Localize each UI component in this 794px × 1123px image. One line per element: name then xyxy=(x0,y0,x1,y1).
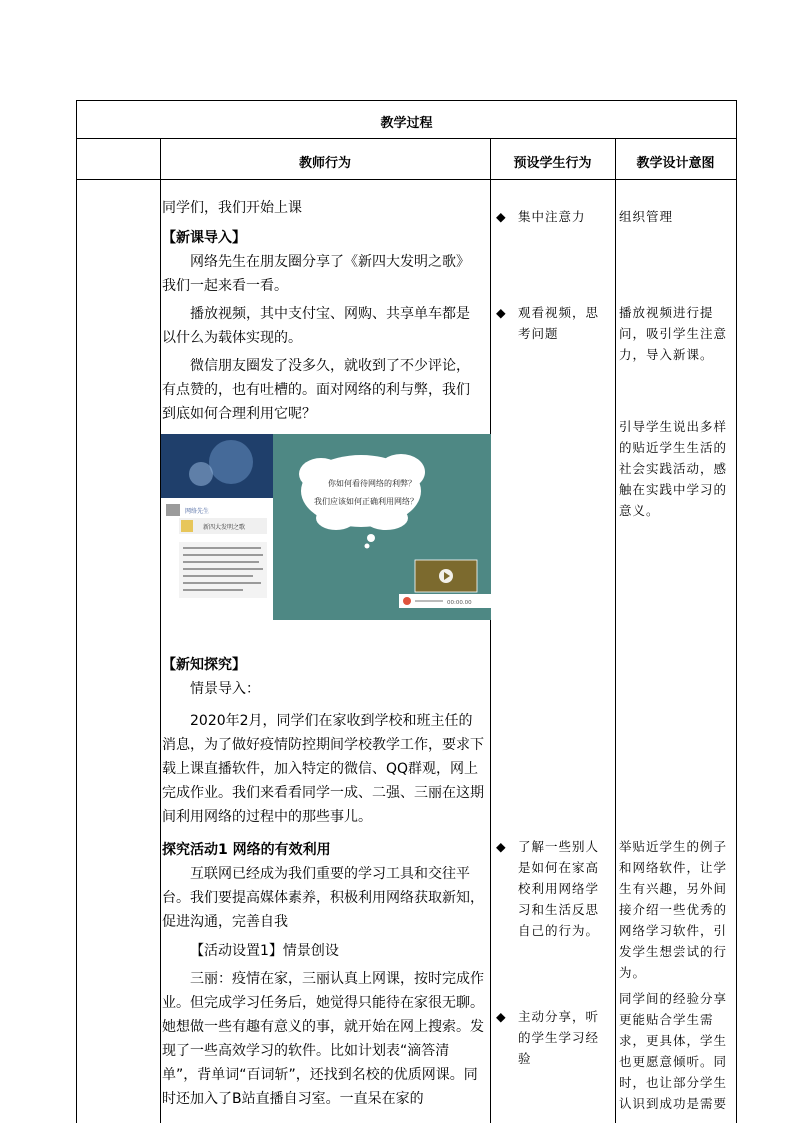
teacher-block-2 xyxy=(162,653,484,1111)
intent-2: 播放视频进行提问，吸引学生注意力，导入新课。 xyxy=(619,305,728,362)
activity-1-heading: 探究活动1 网络的有效利用 xyxy=(162,842,331,858)
table-border-right xyxy=(736,100,737,1123)
diamond-bullet-icon: ◆ xyxy=(496,1009,507,1024)
table-divider-1 xyxy=(76,138,737,139)
diamond-bullet-icon: ◆ xyxy=(496,209,507,224)
table-col-divider-3 xyxy=(615,138,616,1123)
paragraph-comments: 微信朋友圈发了没多久，就收到了不少评论，有点赞的，也有吐槽的。面对网络的利与弊，我们到底如何合理利用它呢？ xyxy=(162,358,470,422)
section-heading-explore: 【新知探究】 xyxy=(162,657,246,673)
table-title: 教学过程 xyxy=(380,116,433,131)
student-bullet-4: ◆ 主动分享，听的学生学习经验 xyxy=(496,1006,608,1069)
diamond-bullet-icon: ◆ xyxy=(496,839,507,854)
activity-1-paragraph: 互联网已经成为我们重要的学习工具和交往平台。我们要提高媒体素养，积极利用网络获取新知，促进沟通，完善自我 xyxy=(162,866,484,930)
intent-4: 举贴近学生的例子和网络软件，让学生有兴趣，另外间接介绍一些优秀的网络学习软件，引发学生想尝试的行为。 xyxy=(619,839,728,980)
table-col-divider-1 xyxy=(160,138,161,1123)
table-col-divider-2 xyxy=(490,138,491,1123)
bubble-question-2: 我们应该如何正确利用网络？ xyxy=(314,497,418,506)
lesson-slide-image xyxy=(161,434,491,620)
table-border-left xyxy=(76,100,77,1123)
opening-line: 同学们，我们开始上课 xyxy=(162,200,302,216)
bubble-question-1: 你如何看待网络的利弊？ xyxy=(328,479,416,488)
table-border-top xyxy=(76,100,737,101)
student-bullet-2: ◆ 观看视频，思考问题 xyxy=(496,302,608,344)
header-teacher: 教师行为 xyxy=(298,156,351,171)
intent-3: 引导学生说出多样的贴近学生生活的社会实践活动，感触在实践中学习的意义。 xyxy=(619,419,728,518)
diamond-bullet-icon: ◆ xyxy=(496,305,507,320)
profile-name: 网络先生 xyxy=(185,508,210,515)
student-bullet-3: ◆ 了解一些别人是如何在家高校利用网络学习和生活反思自己的行为。 xyxy=(496,836,608,941)
paragraph-video: 播放视频，其中支付宝、网购、共享单车都是以什么为载体实现的。 xyxy=(162,306,470,346)
scenario-intro: 情景导入： xyxy=(190,681,260,697)
header-intent: 教学设计意图 xyxy=(636,156,715,171)
paragraph-song: 网络先生在朋友圈分享了《新四大发明之歌》我们一起来看一看。 xyxy=(162,254,470,294)
teaching-process-table xyxy=(76,100,737,1123)
section-heading-intro: 【新课导入】 xyxy=(162,230,246,246)
student-bullet-1: ◆ 集中注意力 xyxy=(496,206,608,227)
scenario-paragraph: 2020年2月，同学们在家收到学校和班主任的消息，为了做好疫情防控期间学校教学工作，要求下载上课直播软件，加入特定的微信、QQ群观，网上完成作业。我们来看看同学一成、二强、三丽在这期间利用网络的过程中的那些事儿。 xyxy=(162,713,484,825)
table-divider-2 xyxy=(76,179,737,180)
header-student: 预设学生行为 xyxy=(513,156,592,171)
intent-5: 同学间的经验分享更能贴合学生需求，更具体，学生也更愿意倾听。同时，也让部分学生认识到成功是需要 xyxy=(619,991,728,1111)
sanli-paragraph: 三丽：疫情在家，三丽认真上网课，按时完成作业。但完成学习任务后，她觉得只能待在家很无聊。她想做一些有趣有意义的事，就开始在网上搜索。发现了一些高效学习的软件。比如计划表“滴答清单”，背单词“百词斩”，还找到名校的优质网课。同时还加入了B站直播自习室。一直呆在家的 xyxy=(162,971,484,1107)
card-title: 新四大发明之歌 xyxy=(203,524,246,531)
video-time: 00:00.00 xyxy=(447,600,472,606)
activity-setting-1: 【活动设置1】情景创设 xyxy=(190,943,339,959)
teacher-block-1 xyxy=(162,196,482,426)
intent-1: 组织管理 xyxy=(619,209,674,224)
